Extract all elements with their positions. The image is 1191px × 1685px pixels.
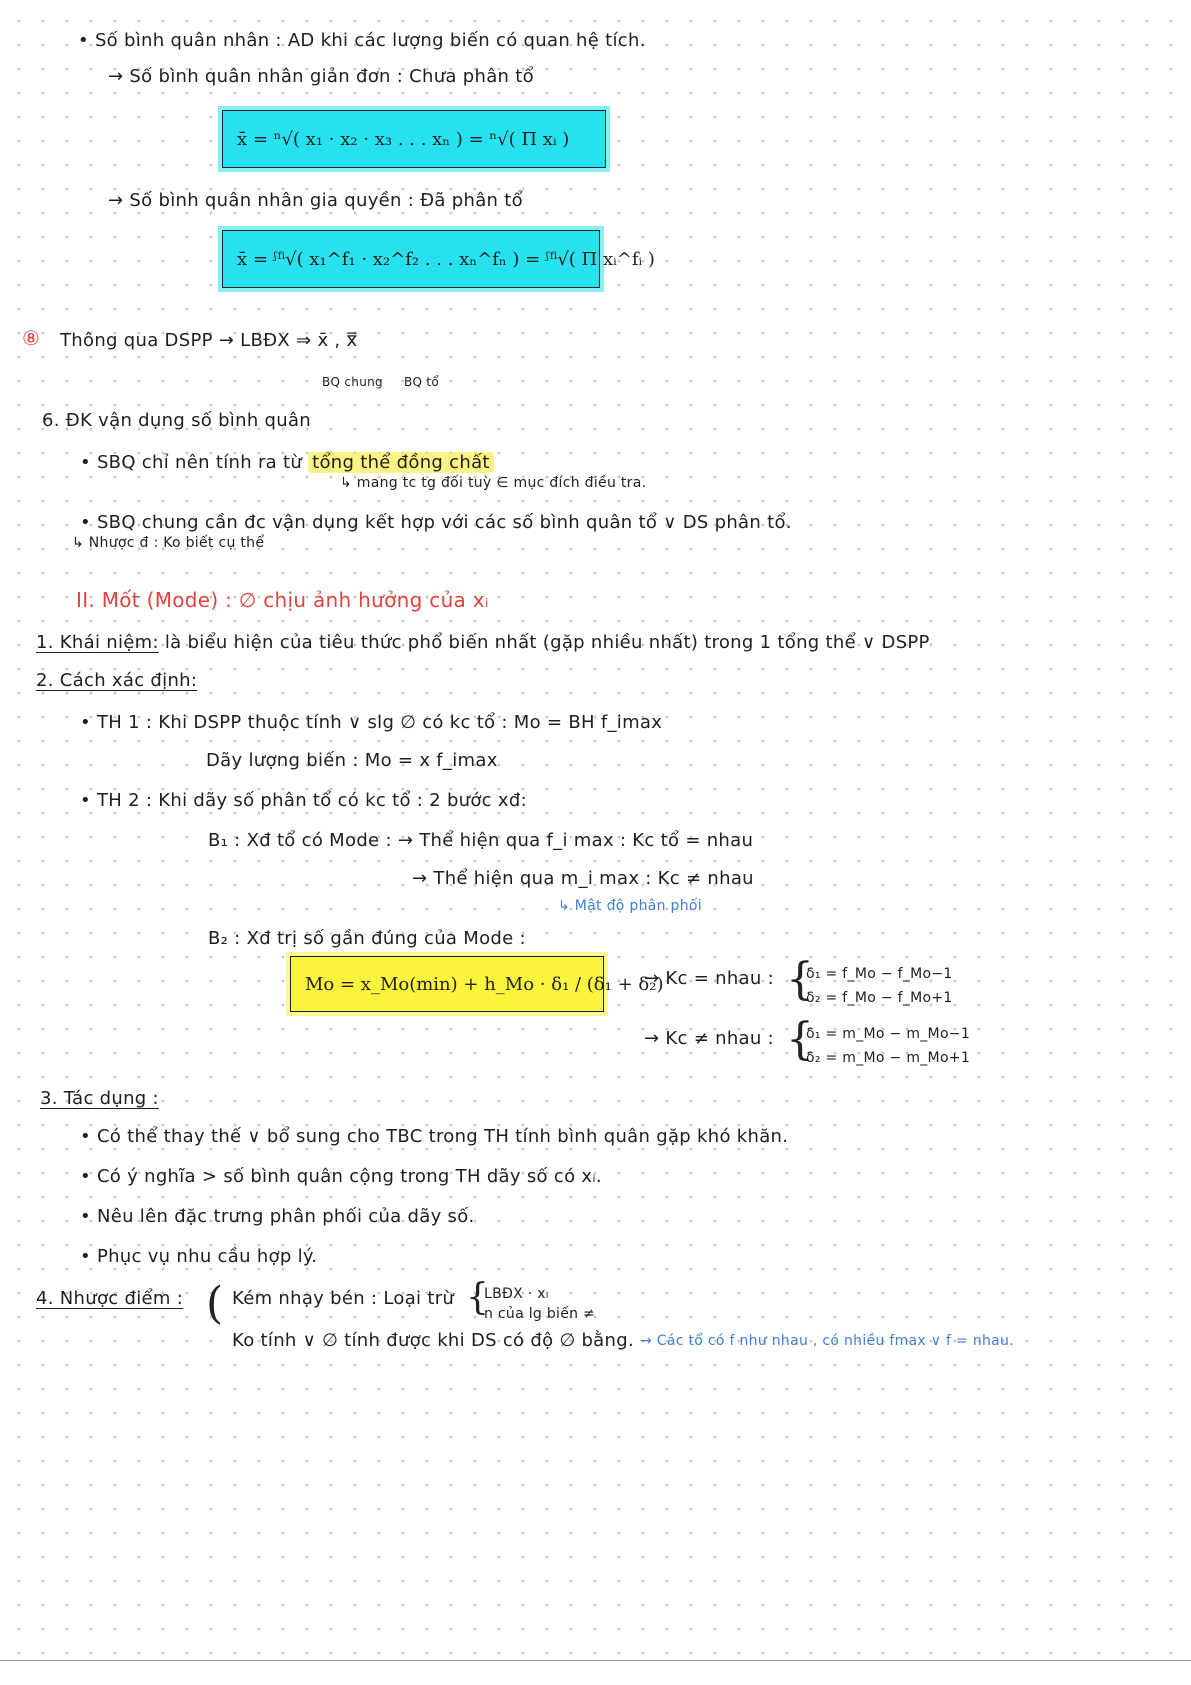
highlight-homogeneous-population: tổng thể đồng chất: [308, 452, 494, 473]
note-effect-4: • Phục vụ nhu cầu hợp lý.: [80, 1246, 318, 1267]
label-bq-chung: BQ chung: [322, 375, 383, 389]
circled-number-marker: ⑧: [22, 326, 41, 350]
label-bq-to: BQ tổ: [404, 375, 440, 389]
heading-mode: II. Mốt (Mode) : ∅ chịu ảnh hưởng của xᵢ: [76, 588, 489, 612]
note-case-1-variable-series: Dãy lượng biến : Mo = x f_imax: [206, 750, 498, 771]
note-case-1: • TH 1 : Khi DSPP thuộc tính ∨ slg ∅ có kc tổ : Mo = BH f_imax: [80, 712, 663, 733]
heading-determination: 2. Cách xác định:: [36, 670, 198, 691]
heading-section-6: 6. ĐK vận dụng số bình quân: [42, 410, 312, 431]
note-equal-frequencies: → Các tổ có f như nhau , có nhiều fmax ∨ f = nhau.: [640, 1333, 1014, 1349]
formula-delta2-equal: δ₂ = f_Mo − f_Mo+1: [806, 990, 953, 1006]
formula-simple-geometric-mean: x̄ = ⁿ√( x₁ · x₂ · x₃ . . . xₙ ) = ⁿ√( Π xᵢ ): [222, 110, 606, 168]
note-sbq-homogeneous-text: • SBQ chỉ nên tính ra từ: [80, 452, 303, 473]
brace-unequal-intervals: {: [786, 1014, 814, 1065]
note-equal-intervals: → Kc = nhau :: [644, 968, 774, 989]
page-bottom-area: [0, 1670, 1191, 1685]
note-step-2: B₂ : Xđ trị số gần đúng của Mode :: [208, 928, 526, 949]
note-exclusion-2: n của lg biến ≠: [484, 1306, 596, 1322]
heading-drawbacks: 4. Nhược điểm :: [36, 1288, 184, 1309]
note-sbq-general: • SBQ chung cần đc vận dụng kết hợp với các số bình quân tổ ∨ DS phân tổ.: [80, 512, 792, 533]
note-geometric-mean: • Số bình quân nhân : AD khi các lượng biến có quan hệ tích.: [78, 30, 646, 51]
definition-text: là biểu hiện của tiêu thức phổ biến nhất (gặp nhiều nhất) trong 1 tổng thể ∨ DSPP: [164, 632, 930, 653]
brace-exclusions: {: [466, 1277, 489, 1318]
note-unequal-intervals: → Kc ≠ nhau :: [644, 1028, 774, 1049]
note-weighted-geometric-mean: → Số bình quân nhân gia quyền : Đã phân tổ: [108, 190, 523, 211]
page-bottom-rule: [0, 1660, 1191, 1661]
formula-mode: Mo = x_Mo(min) + h_Mo · δ₁ / (δ₁ + δ₂): [290, 956, 604, 1012]
formula-delta2-unequal: δ₂ = m_Mo − m_Mo+1: [806, 1050, 971, 1066]
note-drawback-insensitive: Kém nhạy bén : Loại trừ: [232, 1288, 455, 1309]
note-through-dspp: Thông qua DSPP → LBĐX ⇒ x̄ , x̿: [60, 330, 358, 351]
formula-weighted-geometric-mean: x̄ = ᶴᶠⁱ√( x₁^f₁ · x₂^f₂ . . . xₙ^fₙ ) = ᶴᶠⁱ√( Π xᵢ^fᵢ ): [222, 230, 600, 288]
note-step-1-unequal: → Thể hiện qua m_i max : Kc ≠ nhau: [412, 868, 754, 889]
note-drawback-unknown: ↳ Nhược đ : Ko biết cụ thể: [72, 535, 265, 551]
brace-equal-intervals: {: [786, 954, 814, 1005]
heading-effects: 3. Tác dụng :: [40, 1088, 159, 1109]
note-drawback-uncomputable: Ko tính ∨ ∅ tính được khi DS có độ ∅ bằng.: [232, 1330, 634, 1351]
heading-definition: 1. Khái niệm:: [36, 632, 159, 653]
formula-delta1-unequal: δ₁ = m_Mo − m_Mo−1: [806, 1026, 971, 1042]
note-step-1: B₁ : Xđ tổ có Mode : → Thể hiện qua f_i max : Kc tổ = nhau: [208, 830, 754, 851]
note-simple-geometric-mean: → Số bình quân nhân giản đơn : Chưa phân tổ: [108, 66, 534, 87]
formula-delta1-equal: δ₁ = f_Mo − f_Mo−1: [806, 966, 953, 982]
note-effect-2: • Có ý nghĩa > số bình quân cộng trong TH dãy số có xᵢ.: [80, 1166, 602, 1187]
note-case-2: • TH 2 : Khi dãy số phân tổ có kc tổ : 2 bước xđ:: [80, 790, 527, 811]
note-relative-nature: ↳ mang tc tg đối tuỳ ∈ mục đích điều tra.: [340, 475, 647, 491]
note-sbq-homogeneous: [80, 452, 494, 473]
note-effect-1: • Có thể thay thế ∨ bổ sung cho TBC trong TH tính bình quân gặp khó khăn.: [80, 1126, 789, 1147]
note-distribution-density: ↳ Mật độ phân phối: [558, 898, 702, 914]
definition-row: [36, 632, 930, 653]
brace-drawbacks: (: [206, 1278, 224, 1329]
note-effect-3: • Nêu lên đặc trưng phân phối của dãy số.: [80, 1206, 475, 1227]
note-exclusion-1: LBĐX · xᵢ: [484, 1286, 549, 1302]
